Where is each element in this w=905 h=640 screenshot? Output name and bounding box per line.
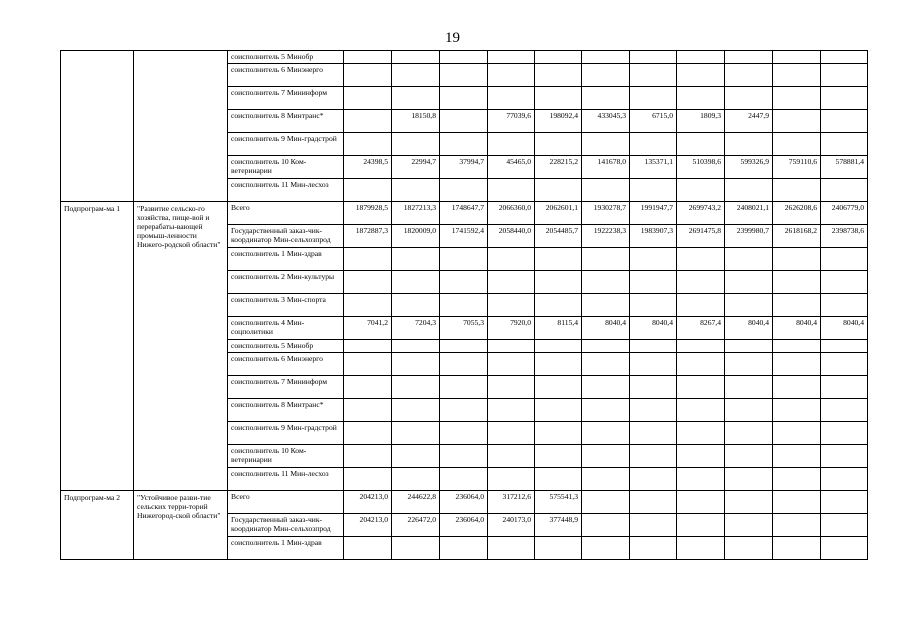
- value-cell: [677, 271, 725, 294]
- value-cell: [488, 340, 535, 353]
- value-cell: [582, 179, 630, 202]
- value-cell: [392, 51, 440, 64]
- executor-label-cell: соисполнитель 4 Мин-соцполитики: [228, 317, 344, 340]
- value-cell: [630, 294, 677, 317]
- value-cell: [344, 376, 392, 399]
- value-cell: [773, 110, 821, 133]
- value-cell: [344, 537, 392, 560]
- value-cell: [773, 51, 821, 64]
- executor-label-cell: соисполнитель 1 Мин-здрав: [228, 248, 344, 271]
- value-cell: 1983907,3: [630, 225, 677, 248]
- value-cell: 204213,0: [344, 491, 392, 514]
- value-cell: [821, 537, 868, 560]
- value-cell: [582, 445, 630, 468]
- value-cell: 22994,7: [392, 156, 440, 179]
- value-cell: [773, 248, 821, 271]
- value-cell: 8267,4: [677, 317, 725, 340]
- value-cell: 228215,2: [535, 156, 582, 179]
- executor-label-cell: соисполнитель 11 Мин-лесхоз: [228, 468, 344, 491]
- value-cell: [392, 248, 440, 271]
- value-cell: [677, 248, 725, 271]
- value-cell: [392, 64, 440, 87]
- value-cell: [535, 399, 582, 422]
- program-cell: Подпрограм-ма 1: [61, 202, 134, 491]
- value-cell: 135371,1: [630, 156, 677, 179]
- value-cell: [677, 514, 725, 537]
- value-cell: [392, 133, 440, 156]
- value-cell: [725, 248, 773, 271]
- value-cell: [821, 110, 868, 133]
- value-cell: [821, 399, 868, 422]
- value-cell: [488, 248, 535, 271]
- executor-label-cell: соисполнитель 3 Мин-спорта: [228, 294, 344, 317]
- value-cell: [488, 271, 535, 294]
- value-cell: [344, 110, 392, 133]
- value-cell: [821, 376, 868, 399]
- value-cell: [773, 353, 821, 376]
- program-title-cell: "Устойчивое разви-тие сельских терри-торий Нижегород-ской области": [134, 491, 228, 560]
- value-cell: [821, 294, 868, 317]
- value-cell: 1879928,5: [344, 202, 392, 225]
- value-cell: [582, 64, 630, 87]
- value-cell: [821, 353, 868, 376]
- value-cell: [821, 445, 868, 468]
- value-cell: [821, 248, 868, 271]
- value-cell: [535, 294, 582, 317]
- value-cell: [630, 353, 677, 376]
- executor-label-cell: соисполнитель 10 Ком-ветеринарии: [228, 445, 344, 468]
- value-cell: [630, 51, 677, 64]
- value-cell: [535, 271, 582, 294]
- value-cell: [725, 468, 773, 491]
- value-cell: 8040,4: [725, 317, 773, 340]
- value-cell: 8040,4: [582, 317, 630, 340]
- value-cell: 8115,4: [535, 317, 582, 340]
- value-cell: [821, 64, 868, 87]
- value-cell: [677, 445, 725, 468]
- value-cell: [773, 399, 821, 422]
- value-cell: [440, 110, 488, 133]
- value-cell: [821, 133, 868, 156]
- value-cell: 1809,3: [677, 110, 725, 133]
- value-cell: [488, 468, 535, 491]
- value-cell: [488, 51, 535, 64]
- value-cell: [582, 353, 630, 376]
- value-cell: 1991947,7: [630, 202, 677, 225]
- value-cell: [630, 248, 677, 271]
- value-cell: [725, 51, 773, 64]
- value-cell: [488, 179, 535, 202]
- value-cell: [535, 87, 582, 110]
- value-cell: [821, 271, 868, 294]
- executor-label-cell: Всего: [228, 491, 344, 514]
- value-cell: 2406779,0: [821, 202, 868, 225]
- value-cell: [344, 353, 392, 376]
- value-cell: [440, 179, 488, 202]
- value-cell: [677, 376, 725, 399]
- value-cell: [677, 133, 725, 156]
- program-cell: [61, 51, 134, 202]
- executor-label-cell: соисполнитель 1 Мин-здрав: [228, 537, 344, 560]
- value-cell: [821, 340, 868, 353]
- executor-label-cell: соисполнитель 7 Мининформ: [228, 376, 344, 399]
- value-cell: [630, 514, 677, 537]
- value-cell: [392, 468, 440, 491]
- value-cell: [488, 422, 535, 445]
- value-cell: [773, 514, 821, 537]
- value-cell: [630, 537, 677, 560]
- value-cell: [582, 340, 630, 353]
- value-cell: [725, 340, 773, 353]
- table-row: [61, 202, 868, 225]
- value-cell: [773, 491, 821, 514]
- value-cell: [440, 468, 488, 491]
- value-cell: [821, 179, 868, 202]
- value-cell: [344, 64, 392, 87]
- value-cell: [821, 514, 868, 537]
- value-cell: [821, 51, 868, 64]
- value-cell: [725, 537, 773, 560]
- value-cell: 236064,0: [440, 514, 488, 537]
- value-cell: [440, 294, 488, 317]
- value-cell: [344, 271, 392, 294]
- value-cell: [725, 422, 773, 445]
- value-cell: [630, 445, 677, 468]
- value-cell: [392, 399, 440, 422]
- table-row: [61, 51, 868, 64]
- value-cell: [773, 64, 821, 87]
- value-cell: [535, 468, 582, 491]
- value-cell: 2062601,1: [535, 202, 582, 225]
- value-cell: [535, 537, 582, 560]
- value-cell: [725, 294, 773, 317]
- value-cell: 433045,3: [582, 110, 630, 133]
- value-cell: [488, 537, 535, 560]
- value-cell: [488, 294, 535, 317]
- value-cell: [582, 376, 630, 399]
- value-cell: [582, 271, 630, 294]
- value-cell: [440, 422, 488, 445]
- value-cell: [773, 468, 821, 491]
- value-cell: [773, 340, 821, 353]
- value-cell: [488, 445, 535, 468]
- executor-label-cell: соисполнитель 6 Минэнерго: [228, 353, 344, 376]
- value-cell: [535, 51, 582, 64]
- value-cell: [725, 271, 773, 294]
- value-cell: [488, 353, 535, 376]
- value-cell: [821, 491, 868, 514]
- value-cell: [440, 399, 488, 422]
- value-cell: 599326,9: [725, 156, 773, 179]
- value-cell: 1741592,4: [440, 225, 488, 248]
- value-cell: 244622,8: [392, 491, 440, 514]
- table-body: [61, 51, 868, 560]
- program-title-cell: [134, 51, 228, 202]
- executor-label-cell: Всего: [228, 202, 344, 225]
- value-cell: [488, 376, 535, 399]
- value-cell: [677, 340, 725, 353]
- value-cell: [344, 179, 392, 202]
- value-cell: [440, 353, 488, 376]
- value-cell: [773, 133, 821, 156]
- value-cell: [344, 399, 392, 422]
- value-cell: [677, 87, 725, 110]
- value-cell: [821, 87, 868, 110]
- value-cell: 578881,4: [821, 156, 868, 179]
- value-cell: [392, 294, 440, 317]
- value-cell: [725, 445, 773, 468]
- executor-label-cell: Государственный заказ-чик-координатор Мин-сельхозпрод: [228, 514, 344, 537]
- value-cell: 317212,6: [488, 491, 535, 514]
- value-cell: 1922238,3: [582, 225, 630, 248]
- value-cell: [773, 537, 821, 560]
- value-cell: [630, 399, 677, 422]
- value-cell: [440, 51, 488, 64]
- value-cell: [630, 271, 677, 294]
- executor-label-cell: соисполнитель 11 Мин-лесхоз: [228, 179, 344, 202]
- value-cell: 377448,9: [535, 514, 582, 537]
- value-cell: 226472,0: [392, 514, 440, 537]
- program-title-cell: "Развитие сельско-го хозяйства, пище-вой и перерабаты-вающей промыш-ленности Нижего-родской области": [134, 202, 228, 491]
- value-cell: [344, 445, 392, 468]
- value-cell: [725, 179, 773, 202]
- value-cell: [535, 340, 582, 353]
- value-cell: [677, 353, 725, 376]
- value-cell: 77039,6: [488, 110, 535, 133]
- value-cell: 8040,4: [821, 317, 868, 340]
- value-cell: [344, 51, 392, 64]
- executor-label-cell: Государственный заказ-чик-координатор Мин-сельхозпрод: [228, 225, 344, 248]
- executor-label-cell: соисполнитель 6 Минэнерго: [228, 64, 344, 87]
- value-cell: [630, 468, 677, 491]
- value-cell: 45465,0: [488, 156, 535, 179]
- value-cell: [677, 537, 725, 560]
- executor-label-cell: соисполнитель 2 Мин-культуры: [228, 271, 344, 294]
- value-cell: [725, 491, 773, 514]
- value-cell: [392, 271, 440, 294]
- value-cell: [488, 87, 535, 110]
- page-number: 19: [445, 30, 460, 46]
- value-cell: 37994,7: [440, 156, 488, 179]
- value-cell: [773, 87, 821, 110]
- value-cell: 2691475,8: [677, 225, 725, 248]
- value-cell: [535, 64, 582, 87]
- value-cell: [535, 248, 582, 271]
- value-cell: 7204,3: [392, 317, 440, 340]
- value-cell: [440, 376, 488, 399]
- value-cell: [773, 294, 821, 317]
- value-cell: 6715,0: [630, 110, 677, 133]
- value-cell: [344, 468, 392, 491]
- value-cell: [677, 64, 725, 87]
- value-cell: 1827213,3: [392, 202, 440, 225]
- value-cell: [535, 353, 582, 376]
- value-cell: [773, 422, 821, 445]
- value-cell: 1820009,0: [392, 225, 440, 248]
- value-cell: [725, 133, 773, 156]
- value-cell: [677, 179, 725, 202]
- value-cell: [440, 248, 488, 271]
- value-cell: [582, 51, 630, 64]
- value-cell: [725, 376, 773, 399]
- value-cell: [582, 514, 630, 537]
- value-cell: 2058440,0: [488, 225, 535, 248]
- value-cell: [677, 294, 725, 317]
- value-cell: 7920,0: [488, 317, 535, 340]
- value-cell: [630, 87, 677, 110]
- value-cell: [630, 376, 677, 399]
- value-cell: [535, 422, 582, 445]
- value-cell: 236064,0: [440, 491, 488, 514]
- value-cell: 18150,8: [392, 110, 440, 133]
- value-cell: [582, 537, 630, 560]
- value-cell: 24398,5: [344, 156, 392, 179]
- value-cell: 1930278,7: [582, 202, 630, 225]
- value-cell: [440, 271, 488, 294]
- executor-label-cell: соисполнитель 8 Минтранс*: [228, 110, 344, 133]
- value-cell: [677, 399, 725, 422]
- value-cell: [630, 422, 677, 445]
- value-cell: 7055,3: [440, 317, 488, 340]
- value-cell: [582, 87, 630, 110]
- value-cell: [630, 133, 677, 156]
- value-cell: [677, 51, 725, 64]
- value-cell: 2618168,2: [773, 225, 821, 248]
- value-cell: [773, 445, 821, 468]
- value-cell: [440, 64, 488, 87]
- value-cell: [344, 248, 392, 271]
- value-cell: 1748647,7: [440, 202, 488, 225]
- value-cell: [440, 537, 488, 560]
- executor-label-cell: соисполнитель 9 Мин-градстрой: [228, 422, 344, 445]
- executor-label-cell: соисполнитель 10 Ком-ветеринарии: [228, 156, 344, 179]
- value-cell: [392, 353, 440, 376]
- value-cell: [582, 294, 630, 317]
- value-cell: [582, 133, 630, 156]
- value-cell: 204213,0: [344, 514, 392, 537]
- value-cell: 2399980,7: [725, 225, 773, 248]
- value-cell: 2066360,0: [488, 202, 535, 225]
- table-row: [61, 491, 868, 514]
- value-cell: [582, 468, 630, 491]
- executor-label-cell: соисполнитель 9 Мин-градстрой: [228, 133, 344, 156]
- value-cell: [392, 537, 440, 560]
- value-cell: [582, 399, 630, 422]
- value-cell: [725, 64, 773, 87]
- executor-label-cell: соисполнитель 5 Минобр: [228, 51, 344, 64]
- executor-label-cell: соисполнитель 5 Минобр: [228, 340, 344, 353]
- value-cell: [630, 491, 677, 514]
- value-cell: [488, 133, 535, 156]
- value-cell: [440, 87, 488, 110]
- value-cell: 575541,3: [535, 491, 582, 514]
- value-cell: [344, 133, 392, 156]
- value-cell: [725, 87, 773, 110]
- value-cell: 141678,0: [582, 156, 630, 179]
- value-cell: [535, 376, 582, 399]
- value-cell: [488, 399, 535, 422]
- value-cell: [392, 87, 440, 110]
- value-cell: [392, 376, 440, 399]
- value-cell: [582, 491, 630, 514]
- value-cell: [773, 376, 821, 399]
- value-cell: [773, 271, 821, 294]
- value-cell: [630, 179, 677, 202]
- value-cell: [630, 64, 677, 87]
- value-cell: [582, 422, 630, 445]
- value-cell: [582, 248, 630, 271]
- value-cell: [725, 514, 773, 537]
- value-cell: [630, 340, 677, 353]
- value-cell: [344, 294, 392, 317]
- value-cell: [773, 179, 821, 202]
- value-cell: [392, 422, 440, 445]
- value-cell: 2054485,7: [535, 225, 582, 248]
- value-cell: [677, 422, 725, 445]
- value-cell: [725, 399, 773, 422]
- executor-label-cell: соисполнитель 7 Мининформ: [228, 87, 344, 110]
- executor-label-cell: соисполнитель 8 Минтранс*: [228, 399, 344, 422]
- value-cell: 2447,9: [725, 110, 773, 133]
- value-cell: [677, 468, 725, 491]
- value-cell: 510398,6: [677, 156, 725, 179]
- value-cell: [725, 353, 773, 376]
- value-cell: [344, 87, 392, 110]
- value-cell: 2408021,1: [725, 202, 773, 225]
- financing-table: [60, 50, 868, 560]
- value-cell: [344, 340, 392, 353]
- value-cell: 7041,2: [344, 317, 392, 340]
- value-cell: [488, 64, 535, 87]
- value-cell: [535, 133, 582, 156]
- value-cell: 240173,0: [488, 514, 535, 537]
- program-cell: Подпрограм-ма 2: [61, 491, 134, 560]
- value-cell: 8040,4: [630, 317, 677, 340]
- value-cell: 2699743,2: [677, 202, 725, 225]
- value-cell: 8040,4: [773, 317, 821, 340]
- value-cell: [440, 133, 488, 156]
- value-cell: 2626208,6: [773, 202, 821, 225]
- value-cell: 198092,4: [535, 110, 582, 133]
- value-cell: [392, 340, 440, 353]
- value-cell: [821, 422, 868, 445]
- value-cell: [440, 340, 488, 353]
- value-cell: 759110,6: [773, 156, 821, 179]
- value-cell: [392, 445, 440, 468]
- value-cell: 2398738,6: [821, 225, 868, 248]
- value-cell: [440, 445, 488, 468]
- value-cell: [821, 468, 868, 491]
- value-cell: 1872887,3: [344, 225, 392, 248]
- value-cell: [677, 491, 725, 514]
- value-cell: [535, 179, 582, 202]
- value-cell: [535, 445, 582, 468]
- value-cell: [344, 422, 392, 445]
- value-cell: [392, 179, 440, 202]
